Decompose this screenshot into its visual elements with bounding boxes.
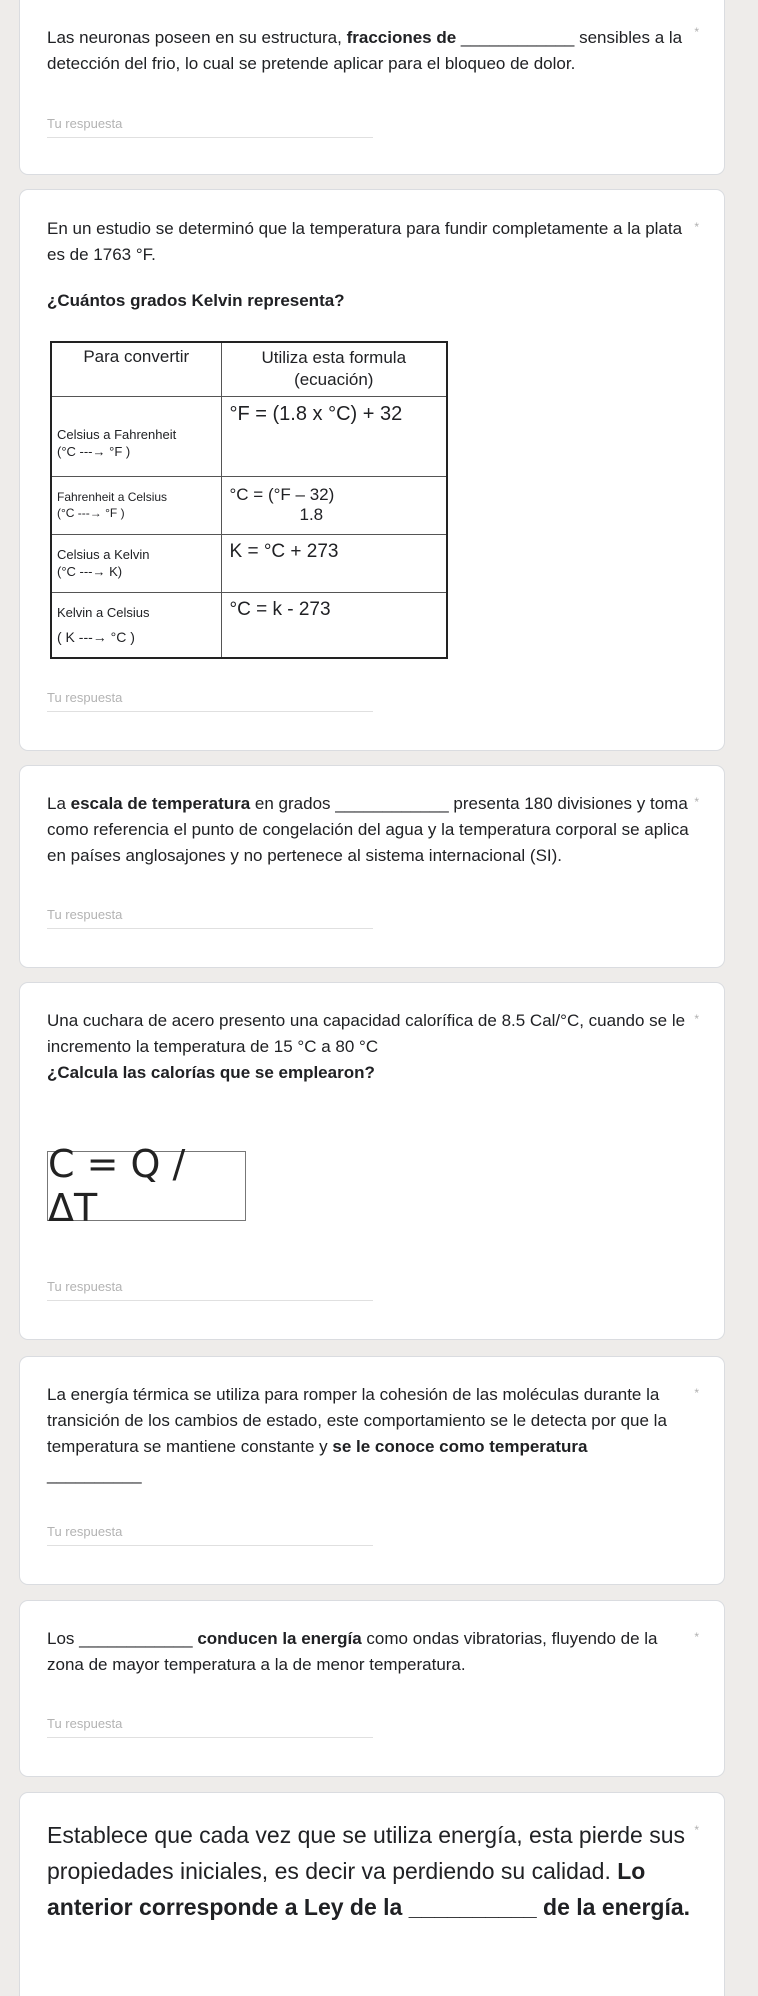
question-blank: __________ <box>47 1465 142 1484</box>
question-text: Los ____________ conducen la energía como ondas vibratorias, fluyendo de la zona de mayor temperatura a la de menor temperatura. <box>47 1629 658 1674</box>
answer-input[interactable]: Tu respuesta <box>47 1524 373 1546</box>
table-row-formula: K = °C + 273 <box>221 534 447 592</box>
required-asterisk: * <box>694 25 699 39</box>
table-row-formula: °F = (1.8 x °C) + 32 <box>221 396 447 476</box>
answer-input[interactable]: Tu respuesta <box>47 690 373 712</box>
table-header-right: Utiliza esta formula (ecuación) <box>221 342 447 396</box>
question-subtitle: ¿Cuántos grados Kelvin representa? <box>47 291 345 310</box>
question-card-3 <box>19 765 725 968</box>
required-asterisk: * <box>694 795 699 809</box>
question-card-7 <box>19 1792 725 1996</box>
question-card-2 <box>19 189 725 751</box>
answer-input[interactable]: Tu respuesta <box>47 907 373 929</box>
answer-input[interactable]: Tu respuesta <box>47 1716 373 1738</box>
required-asterisk: * <box>694 1386 699 1400</box>
table-header-left: Para convertir <box>51 342 221 396</box>
question-card-1 <box>19 0 725 175</box>
question-text: La escala de temperatura en grados ____________ presenta 180 divisiones y toma como referencia el punto de congelación del agua y la temperatura corporal se aplica en países anglosajones y no pertenece al sistema internacional (SI). <box>47 794 689 865</box>
question-text: Establece que cada vez que se utiliza energía, esta pierde sus propiedades iniciales, es decir va perdiendo su calidad. Lo anterior corresponde a Ley de la __________ de la energía. <box>47 1822 691 1920</box>
question-card-5 <box>19 1356 725 1585</box>
table-row-label: Celsius a Kelvin (°C ---→ K) <box>51 534 221 592</box>
question-text: La energía térmica se utiliza para romper la cohesión de las moléculas durante la transición de los cambios de estado, este comportamiento se le detecta por que la temperatura se mantiene constante y se le conoce como temperatura <box>47 1385 667 1456</box>
answer-input[interactable]: Tu respuesta <box>47 1279 373 1301</box>
question-card-4 <box>19 982 725 1340</box>
question-text: Una cuchara de acero presento una capacidad calorífica de 8.5 Cal/°C, cuando se le incremento la temperatura de 15 °C a 80 °C <box>47 1011 686 1056</box>
conversion-table <box>50 341 448 659</box>
question-text: Las neuronas poseen en su estructura, fracciones de ____________ sensibles a la detección del frio, lo cual se pretende aplicar para el bloqueo de dolor. <box>47 28 683 73</box>
table-row-formula: °C = k - 273 <box>221 592 447 658</box>
required-asterisk: * <box>694 1630 699 1644</box>
question-card-6 <box>19 1600 725 1777</box>
formula-image: C = Q / ΔT <box>47 1151 246 1221</box>
required-asterisk: * <box>694 220 699 234</box>
table-row-label: Celsius a Fahrenheit (°C ---→ °F ) <box>51 396 221 476</box>
required-asterisk: * <box>694 1823 699 1837</box>
answer-input[interactable]: Tu respuesta <box>47 116 373 138</box>
table-row-label: Kelvin a Celsius ( K ---→ °C ) <box>51 592 221 658</box>
required-asterisk: * <box>694 1012 699 1026</box>
table-row-label: Fahrenheit a Celsius (°C ---→ °F ) <box>51 476 221 534</box>
question-subtitle: ¿Calcula las calorías que se emplearon? <box>47 1063 375 1082</box>
question-text: En un estudio se determinó que la temperatura para fundir completamente a la plata es de 1763 °F. <box>47 219 683 264</box>
table-row-formula: °C = (°F – 32) 1.8 <box>221 476 447 534</box>
